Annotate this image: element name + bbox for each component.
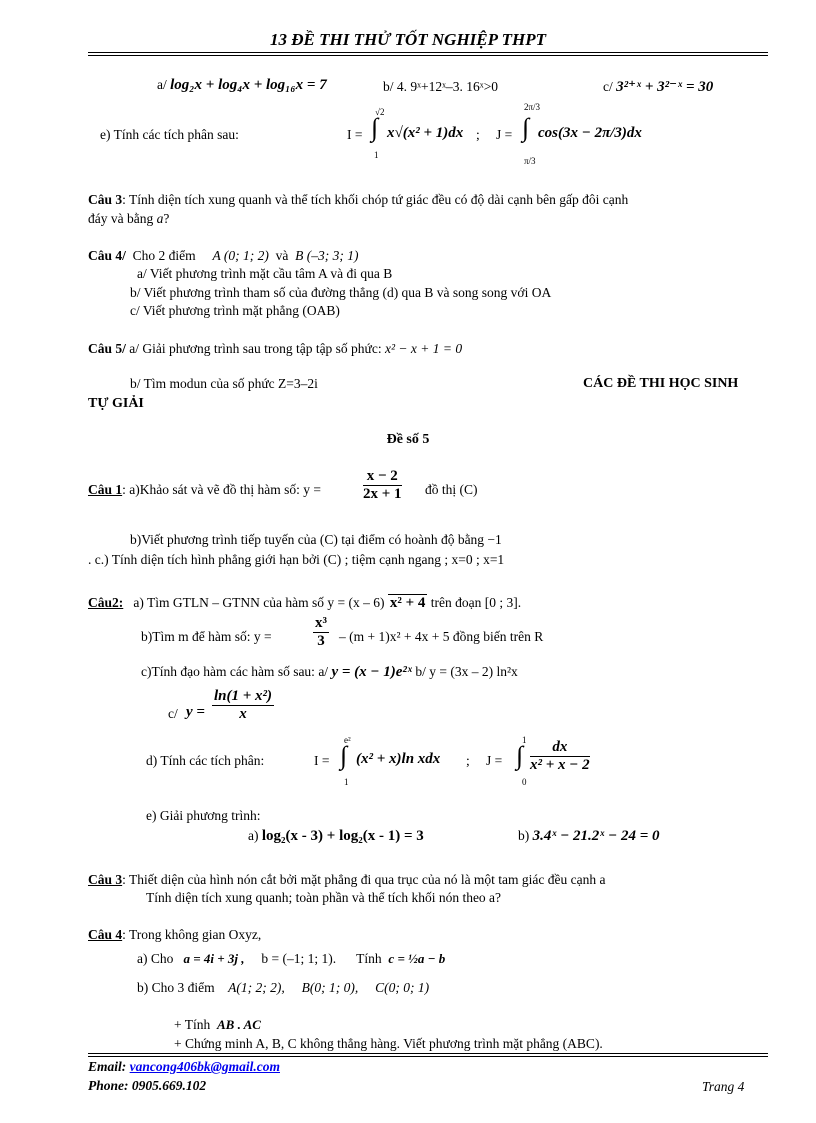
header-rule-2 (88, 55, 768, 56)
exam-title: Đề số 5 (386, 432, 430, 447)
fraction: $\frac{x - 2}{2x + 1}$ (363, 468, 402, 502)
eq-a-formula: log₂x + log₄x + log₁₆x = 7 (170, 77, 327, 93)
c2-e-label: e) Giải phương trình: (146, 808, 261, 823)
fraction: $\frac{\text{x³}}{3}$ (315, 615, 327, 649)
cau5-b: b/ Tìm modun của số phức Z=3–2i (130, 376, 318, 391)
c3-line2: Tính diện tích xung quanh; toàn phần và thể tích khối nón theo a? (146, 890, 502, 905)
header-rule (88, 52, 768, 53)
c2-a: Câu2: a) Tìm GTLN – GTNN của hàm số y = (x – 6) x² + 4 trên đoạn [0 ; 3]. (88, 595, 522, 611)
integral-sign: ∫ (340, 741, 348, 770)
c4-intro: Câu 4: Trong không gian Oxyz, (88, 927, 262, 942)
integral-sign: ∫ (371, 113, 379, 142)
section-heading-cont: TỰ GIẢI (88, 396, 144, 411)
eq-a: a/ log₂x + log₄x + log₁₆x = 7 (157, 77, 327, 93)
cau3-line1: Câu 3: Tính diện tích xung quanh và thể tích khối chóp tứ giác đều có độ dài cạnh bên gấp đôi cạnh (88, 192, 629, 207)
footer-rule (88, 1053, 768, 1054)
integral-sign: ∫ (522, 113, 530, 142)
c4-b: b) Cho 3 điểm A(1; 2; 2), B(0; 1; 0), C(0; 0; 1) (137, 980, 430, 995)
cau4-c: c/ Viết phương trình mặt phẳng (OAB) (130, 303, 340, 318)
footer-phone: Phone: 0905.669.102 (88, 1078, 207, 1093)
page-number: Trang 4 (702, 1079, 745, 1094)
cau4-a: a/ Viết phương trình mặt cầu tâm A và đi qua B (137, 266, 393, 281)
c4-t2: + Chứng minh A, B, C không thẳng hàng. Viết phương trình mặt phẳng (ABC). (174, 1036, 603, 1051)
cau5-a: Câu 5/ a/ Giải phương trình sau trong tập tập số phức: x² − x + 1 = 0 (88, 341, 463, 356)
cau4-b: b/ Viết phương trình tham số của đường thẳng (d) qua B và song song với OA (130, 285, 552, 300)
eq-b: b/ 4. 9ˣ+12ˣ–3. 16ˣ>0 (383, 79, 499, 94)
c4-t1: + Tính AB . AC (174, 1017, 261, 1032)
document-page: 13 ĐỀ THI THỬ TỐT NGHIỆP THPT a/ log₂x + log₄x + log₁₆x = 7 b/ 4. 9ˣ+12ˣ–3. 16ˣ>0 c/ 3²⁺ˣ + 3²⁻ˣ = 30 e) Tính các tích phân sau: I = √2 ∫ 1 x√(x² + 1)dx ; J = 2π/3 ∫ π/3 cos(3x − 2π/3)dx Câu 3: Tính diện tích xung quanh và thể tích khối chóp tứ giác đều có độ dài cạnh bên gấp đôi cạnh đáy và bằng a? Câu 4/ Cho 2 điểm A (0; 1; 2) và B (–3; 3; 1) a/ Viết phương trình mặt cầu tâm A và đi qua B b/ Viết phương trình tham số của đường thẳng (d) qua B và song song với OA c/ Viết phương trình mặt phẳng (OAB) Câu 5/ a/ Giải phương trình sau trong tập tập số phức: x² − x + 1 = 0 b/ Tìm modun của số phức Z=3–2i CÁC ĐỀ THI HỌC SINH TỰ GIẢI Đề số 5 Câu 1: a)Khảo sát và vẽ đồ thị hàm số: y = $\frac{x - 2}{2x + 1}$ đồ thị (C) b)Viết phương trình tiếp tuyến của (C) tại điểm có hoành độ bằng −1 . c.) Tính diện tích hình phẳng giới hạn bởi (C) ; tiệm cạnh ngang ; x=0 ; x=1 Câu2: a) Tìm GTLN – GTNN của hàm số y = (x – 6) x² + 4 trên đoạn [0 ; 3]. b)Tìm m để hàm số: y = $\frac{\text{x³}}{3}$ – (m + 1)x² + 4x + 5 đồng biến trên R c)Tính đạo hàm các hàm số sau: a/ y = (x − 1)e²ˣ b/ y = (3x – 2) ln²x c/ y = $\frac{\text{ln(1 + x²)}}{x}$ d) Tính các tích phân: I = e² ∫ 1 (x² + x)ln xdx ; J = 1 ∫ 0 $\frac{dx}{\text{x² + x − 2}}$ e) Giải phương trình: a) log₂(x - 3) + log₂(x - 1) = 3 b) 3.4ˣ − 21.2ˣ − 24 = 0 Câu 3: Thiết diện của hình nón cắt bởi mặt phẳng đi qua trục của nó là một tam giác đều cạnh a Tính diện tích xung quanh; toàn phần và thể tích khối nón theo a? Câu 4: Trong không gian Oxyz, a) Cho a = 4i + 3j , b = (–1; 1; 1). Tính c = ½a − b b) Cho 3 điểm A(1; 2; 2), B(0; 1; 0), C(0; 0; 1) + Tính AB . AC + Chứng minh A, B, C không thẳng hàng. Viết phương trình mặt phẳng (ABC). Email: vancong406bk@gmail.com Phone: 0905.669.102 Trang 4 (0, 0, 816, 1123)
section-heading: CÁC ĐỀ THI HỌC SINH (583, 376, 739, 391)
cau3-line2: đáy và bằng a? (88, 211, 170, 226)
fraction: $\frac{\text{ln(1 + x²)}}{x}$ (214, 688, 273, 722)
footer-email: Email: vancong406bk@gmail.com (88, 1059, 280, 1074)
fraction: $\frac{dx}{\text{x² + x − 2}}$ (530, 739, 590, 773)
cau4-intro: Câu 4/ Cho 2 điểm A (0; 1; 2) và B (–3; 3; 1) (88, 248, 359, 263)
integral-question-label: e) Tính các tích phân sau: (100, 127, 239, 142)
c1-b: b)Viết phương trình tiếp tuyến của (C) tại điểm có hoành độ bằng −1 (130, 532, 502, 547)
eq-c: c/ 3²⁺ˣ + 3²⁻ˣ = 30 (603, 79, 714, 95)
page-header-title: 13 ĐỀ THI THỬ TỐT NGHIỆP THPT (269, 30, 547, 49)
c2-e-b: b) 3.4ˣ − 21.2ˣ − 24 = 0 (518, 828, 660, 844)
eq-c-formula: 3²⁺ˣ + 3²⁻ˣ = 30 (616, 79, 714, 95)
footer-rule-2 (88, 1056, 768, 1057)
c3-line1: Câu 3: Thiết diện của hình nón cắt bởi mặt phẳng đi qua trục của nó là một tam giác đều cạnh a (88, 872, 606, 887)
c4-a: a) Cho a = 4i + 3j , b = (–1; 1; 1). Tính c = ½a − b (137, 951, 446, 966)
c1-c: . c.) Tính diện tích hình phẳng giới hạn bởi (C) ; tiệm cạnh ngang ; x=0 ; x=1 (88, 552, 505, 567)
email-link[interactable]: vancong406bk@gmail.com (129, 1059, 280, 1074)
integral-sign: ∫ (516, 741, 524, 770)
c2-e-a: a) log₂(x - 3) + log₂(x - 1) = 3 (248, 828, 424, 844)
c2-c: c)Tính đạo hàm các hàm số sau: a/ y = (x − 1)e²ˣ b/ y = (3x – 2) ln²x (141, 664, 518, 680)
